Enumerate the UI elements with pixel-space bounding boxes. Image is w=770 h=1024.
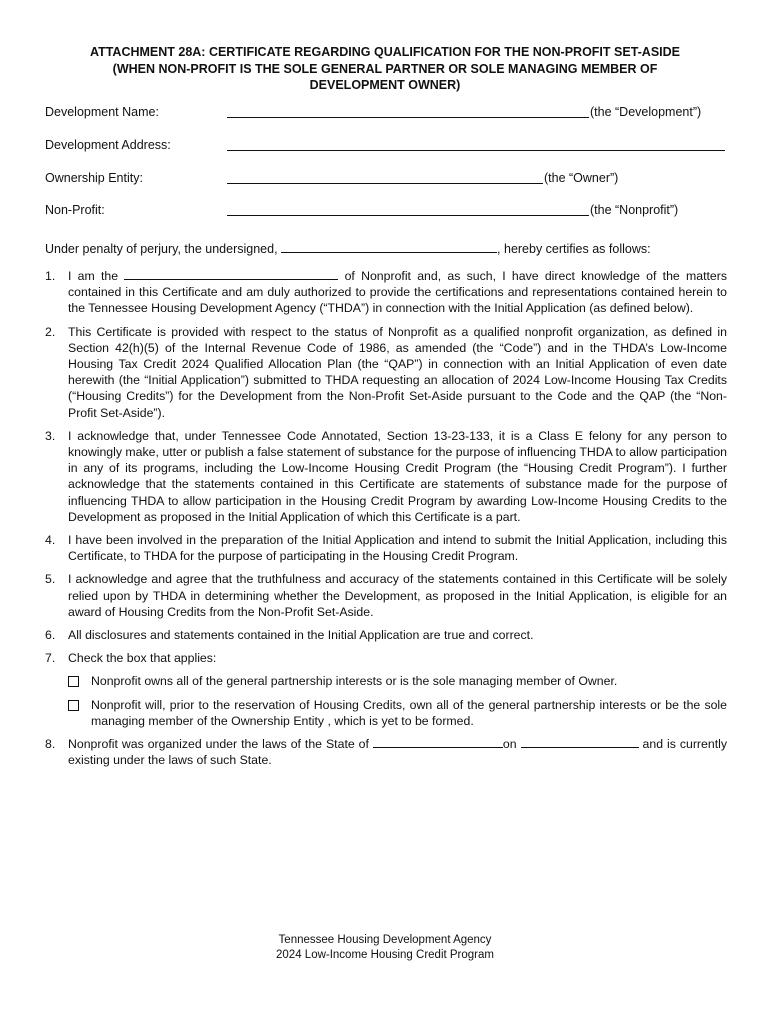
certification-items: [45, 268, 727, 775]
non-profit-row: [45, 201, 730, 219]
list-item: [45, 324, 727, 421]
development-name-label: Development Name:: [45, 105, 159, 119]
item-8-text-before: Nonprofit was organized under the laws of the State of: [68, 737, 369, 752]
item-number: 6.: [45, 628, 56, 643]
development-name-field[interactable]: [227, 117, 589, 118]
item-2-text: This Certificate is provided with respect to the status of Nonprofit as a qualified nonprofit organization, as defined in Section 42(h)(5) of the Internal Revenue Code of 1986, as amended (the “Code”) and in the THDA’s Low-Income Housing Tax Credit 2024 Qualified Allocation Plan (the “QAP”) in connection with an Initial Application of even date herewith (the “Initial Application”) submitted to THDA requesting an allocation of 2024 Low-Income Housing Tax Credits (“Housing Credits”) for the Development from the Non-Profit Set-Aside pursuant to the Code and the QAP (the “Non-Profit Set-Aside”).: [68, 324, 727, 420]
list-item: [45, 571, 727, 620]
item-number: 3.: [45, 428, 56, 443]
development-address-row: [45, 136, 730, 154]
item-number: 2.: [45, 324, 56, 339]
signer-title-field[interactable]: [124, 268, 338, 280]
intro-text-after: , hereby certifies as follows:: [497, 242, 651, 256]
non-profit-label: Non-Profit:: [45, 203, 105, 217]
item-8-text-mid: on: [502, 737, 517, 752]
development-name-suffix: (the “Development”): [590, 105, 702, 119]
list-item: [45, 428, 727, 525]
item-number: 5.: [45, 572, 56, 587]
footer-agency: Tennessee Housing Development Agency: [278, 934, 492, 946]
item-number: 1.: [45, 269, 56, 283]
item-4-text: I have been involved in the preparation of the Initial Application and intend to submit the Initial Application, including this Certificate, to THDA for the purpose of participating in the Housing Credit Program.: [68, 533, 727, 564]
item-1-text-before: I am the: [68, 269, 119, 283]
undersigned-name-field[interactable]: [281, 241, 497, 253]
option-a-label: Nonprofit owns all of the general partnership interests or is the sole managing member of Owner.: [91, 674, 618, 689]
ownership-entity-row: [45, 169, 730, 187]
document-title: [40, 44, 730, 94]
item-3-text: I acknowledge that, under Tennessee Code Annotated, Section 13-23-133, it is a Class E felony for any person to knowingly make, utter or publish a false statement of substance for the purpose of influencing THDA to allow participation in any of its programs, including the Low-Income Housing Credit Program (the “Housing Credit Program”). I further acknowledge that the statements contained in this Certificate are statements of substance made for the purpose of influencing THDA to allow participation in the Housing Credit Program by awarding Low-Income Housing Credits to the Development as proposed in the Initial Application of which this Certificate is a part.: [68, 428, 727, 524]
list-item: [45, 627, 727, 643]
item-6-text: All disclosures and statements contained in the Initial Application are true and correct.: [68, 628, 534, 643]
checkbox-option-b[interactable]: [68, 697, 727, 729]
title-line-3: DEVELOPMENT OWNER): [309, 78, 461, 92]
title-line-2: (WHEN NON-PROFIT IS THE SOLE GENERAL PARTNER OR SOLE MANAGING MEMBER OF: [112, 61, 658, 76]
page-footer: [185, 933, 585, 963]
option-b-label: Nonprofit will, prior to the reservation of Housing Credits, own all of the general partnership interests or be the sole managing member of the Ownership Entity , which is yet to be formed.: [91, 697, 727, 728]
footer-program: 2024 Low-Income Housing Credit Program: [276, 949, 494, 961]
development-name-row: [45, 103, 730, 121]
title-line-1: ATTACHMENT 28A: CERTIFICATE REGARDING QUALIFICATION FOR THE NON-PROFIT SET-ASIDE: [89, 45, 681, 59]
state-field[interactable]: [373, 736, 503, 748]
ownership-entity-label: Ownership Entity:: [45, 171, 143, 185]
item-number: 7.: [45, 651, 56, 666]
item-number: 4.: [45, 533, 56, 548]
ownership-entity-field[interactable]: [227, 183, 543, 184]
list-item: [45, 650, 727, 666]
item-7-text: Check the box that applies:: [68, 651, 217, 666]
checkbox-option-a[interactable]: [68, 673, 727, 689]
list-item: [45, 532, 727, 564]
list-item: [45, 736, 727, 768]
item-8-text-after: and is currently existing under the laws of such State.: [68, 737, 727, 768]
item-5-text: I acknowledge and agree that the truthfulness and accuracy of the statements contained in this Certificate will be solely relied upon by THDA in determining whether the Development, as proposed in the Initial Application, is eligible for an award of Housing Credits from the Non-Profit Set-Aside.: [68, 572, 727, 619]
intro-text-before: Under penalty of perjury, the undersigned,: [45, 242, 278, 256]
checkbox-b[interactable]: [68, 700, 79, 711]
certification-intro: [45, 241, 730, 257]
item-1-text-after: of Nonprofit and, as such, I have direct knowledge of the matters contained in this Certificate and am duly authorized to provide the certifications and representations contained herein to the Tennessee Housing Development Agency (“THDA”) in connection with the Initial Application (as defined below).: [68, 269, 727, 316]
non-profit-field[interactable]: [227, 215, 589, 216]
item-number: 8.: [45, 737, 56, 752]
checkbox-a[interactable]: [68, 676, 79, 687]
organization-date-field[interactable]: [521, 736, 639, 748]
development-address-label: Development Address:: [45, 138, 171, 152]
non-profit-suffix: (the “Nonprofit”): [590, 203, 679, 217]
ownership-entity-suffix: (the “Owner”): [544, 171, 619, 185]
list-item: [45, 268, 727, 317]
development-address-field[interactable]: [227, 150, 725, 151]
